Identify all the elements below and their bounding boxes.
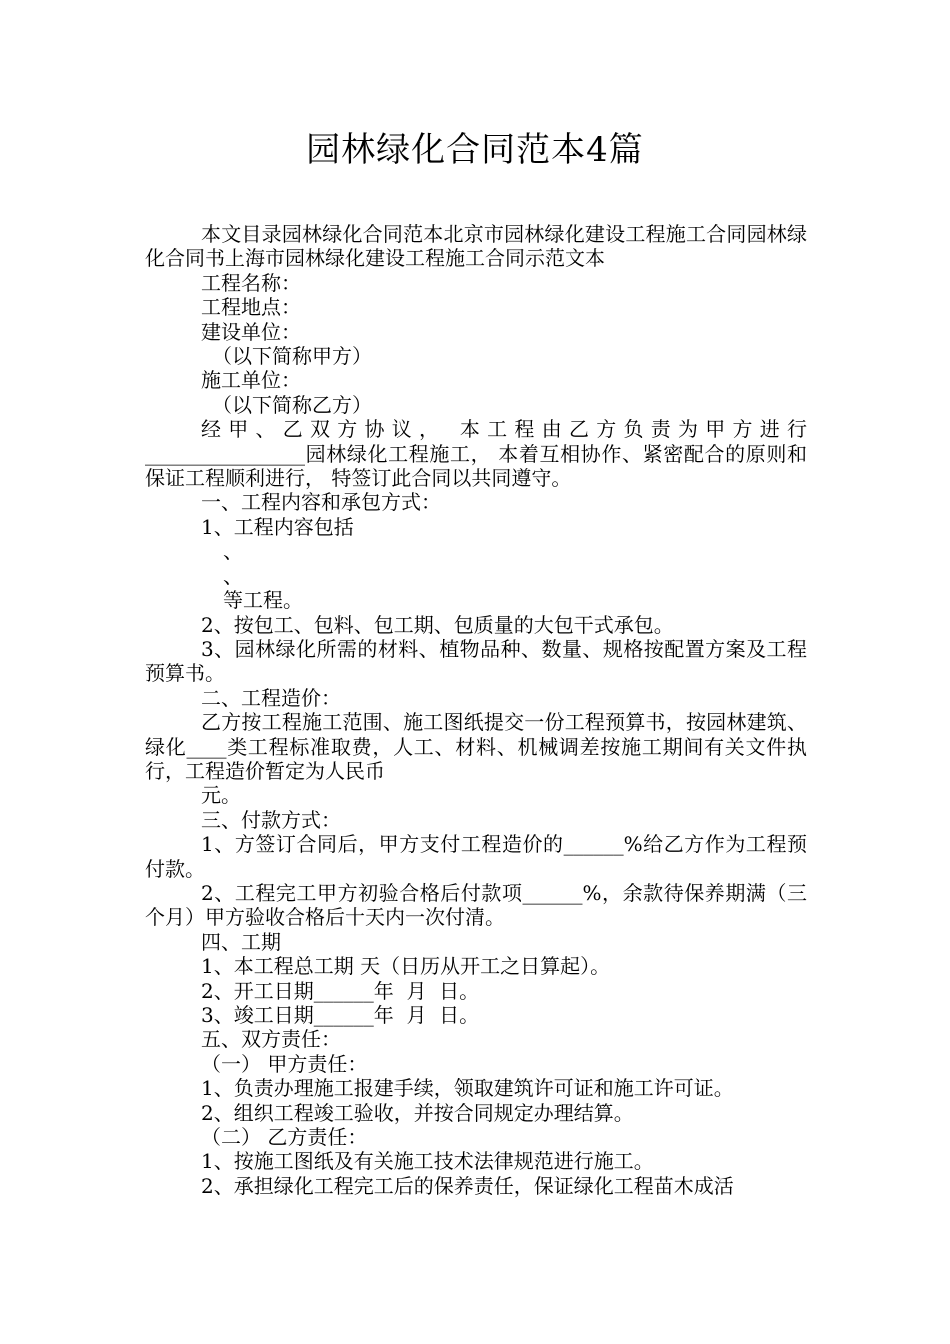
subheading-party-a-duties: （一） 甲方责任： <box>201 1051 368 1076</box>
clause-5-2-2: 2、承担绿化工程完工后的保养责任，保证绿化工程苗木成活 <box>201 1173 734 1198</box>
paragraph-agreement: 经甲、乙双方协议， 本工程由乙方负责为甲方进行________________园林绿化工程施工， 本着互相协作、紧密配合的原则和保证工程顺利进行， 特签订此合同以共同遵守。 <box>145 417 807 491</box>
paragraph-intro: 本文目录园林绿化合同范本北京市园林绿化建设工程施工合同园林绿化合同书上海市园林绿化建设工程施工合同示范文本 <box>145 222 807 271</box>
field-project-location: 工程地点： <box>201 295 301 320</box>
document-title: 园林绿化合同范本4篇 <box>306 130 644 170</box>
field-client-unit: 建设单位： <box>201 319 301 344</box>
section-heading-3: 三、付款方式： <box>201 807 341 832</box>
section-heading-5: 五、双方责任： <box>201 1027 341 1052</box>
note-party-b: （以下简称乙方） <box>212 392 372 417</box>
document-body <box>145 222 807 1198</box>
clause-1-1-item-a: 、 <box>223 539 243 564</box>
note-party-a: （以下简称甲方） <box>212 344 372 369</box>
section-heading-1: 一、工程内容和承包方式： <box>201 490 441 515</box>
subheading-party-b-duties: （二） 乙方责任： <box>201 1125 368 1150</box>
section-heading-2: 二、工程造价： <box>201 685 341 710</box>
section-heading-4: 四、工期 <box>201 929 281 954</box>
clause-1-1: 1、工程内容包括 <box>201 514 354 539</box>
clause-3-2: 2、工程完工甲方初验合格后付款项______%，余款待保养期满（三个月）甲方验收合格后十天内一次付清。 <box>145 880 807 930</box>
paragraph-cost: 乙方按工程施工范围、施工图纸提交一份工程预算书，按园林建筑、绿化____类工程标准取费，人工、材料、机械调差按施工期间有关文件执行，工程造价暂定为人民币 <box>145 710 807 783</box>
clause-1-1-item-b: 、 <box>223 563 243 588</box>
clause-5-1-2: 2、组织工程竣工验收，并按合同规定办理结算。 <box>201 1100 634 1125</box>
field-project-name: 工程名称： <box>201 270 301 295</box>
clause-3-1: 1、方签订合同后，甲方支付工程造价的______%给乙方作为工程预付款。 <box>145 832 807 881</box>
clause-5-2-1: 1、按施工图纸及有关施工技术法律规范进行施工。 <box>201 1149 654 1174</box>
field-contractor-unit: 施工单位： <box>201 368 301 393</box>
clause-4-2: 2、开工日期______年 月 日。 <box>201 978 480 1003</box>
clause-1-2: 2、按包工、包料、包工期、包质量的大包干式承包。 <box>201 612 674 637</box>
clause-1-3: 3、园林绿化所需的材料、植物品种、数量、规格按配置方案及工程预算书。 <box>145 636 807 686</box>
clause-5-1-1: 1、负责办理施工报建手续，领取建筑许可证和施工许可证。 <box>201 1076 734 1101</box>
clause-4-3: 3、竣工日期______年 月 日。 <box>201 1003 480 1027</box>
clause-1-1-end: 等工程。 <box>223 588 303 613</box>
clause-4-1: 1、本工程总工期 天（日历从开工之日算起）。 <box>201 954 611 979</box>
cost-unit: 元。 <box>201 783 241 808</box>
